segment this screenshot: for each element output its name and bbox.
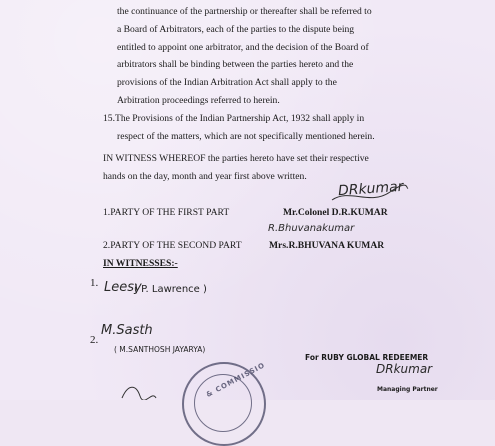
witness-whereof-line-2: hands on the day, month and year first above written. bbox=[103, 171, 307, 182]
witness-2-name: ( M.SANTHOSH JAYARYA) bbox=[114, 345, 206, 354]
clause-14-line-1: the continuance of the partnership or thereafter shall be referred to bbox=[117, 6, 372, 17]
clause-15-line-2: respect of the matters, which are not specifically mentioned herein. bbox=[117, 131, 375, 142]
second-party-label: 2.PARTY OF THE SECOND PART bbox=[103, 240, 242, 251]
clause-15-line-1: 15.The Provisions of the Indian Partnership Act, 1932 shall apply in bbox=[103, 113, 365, 124]
clause-14-line-4: arbitrators shall be binding between the parties hereto and the bbox=[117, 59, 354, 70]
firm-for-line: For RUBY GLOBAL REDEEMER bbox=[305, 353, 429, 362]
witness-2-signature: M.Sasth bbox=[101, 323, 153, 338]
second-party-signature: R.Bhuvanakumar bbox=[268, 223, 355, 234]
official-stamp-text: & COMMISSIO bbox=[204, 361, 267, 399]
firm-role: Managing Partner bbox=[377, 386, 438, 393]
witness-2-number: 2. bbox=[90, 334, 99, 346]
clause-14-line-5: provisions of the Indian Arbitration Act shall apply to the bbox=[117, 77, 337, 88]
witness-1-name: ( P. Lawrence ) bbox=[134, 284, 207, 295]
clause-14-line-6: Arbitration proceedings referred to herein. bbox=[117, 95, 280, 106]
first-party-name: Mr.Colonel D.R.KUMAR bbox=[283, 207, 388, 218]
witness-whereof-line-1: IN WITNESS WHEREOF the parties hereto have set their respective bbox=[103, 153, 369, 164]
witnesses-heading: IN WITNESSES:- bbox=[103, 258, 178, 269]
first-party-signature: DRkumar bbox=[337, 178, 404, 200]
clause-14-line-3: entitled to appoint one arbitrator, and the decision of the Board of bbox=[117, 42, 369, 53]
partial-signature-mark bbox=[118, 380, 158, 400]
firm-signature: DRkumar bbox=[376, 362, 433, 376]
first-party-signature-stroke bbox=[330, 184, 410, 206]
witness-1-number: 1. bbox=[90, 277, 99, 289]
second-party-name: Mrs.R.BHUVANA KUMAR bbox=[269, 240, 385, 251]
witness-1-signature: Leesy bbox=[104, 280, 142, 295]
clause-14-line-2: a Board of Arbitrators, each of the parties to the dispute being bbox=[117, 24, 355, 35]
first-party-label: 1.PARTY OF THE FIRST PART bbox=[103, 207, 230, 218]
